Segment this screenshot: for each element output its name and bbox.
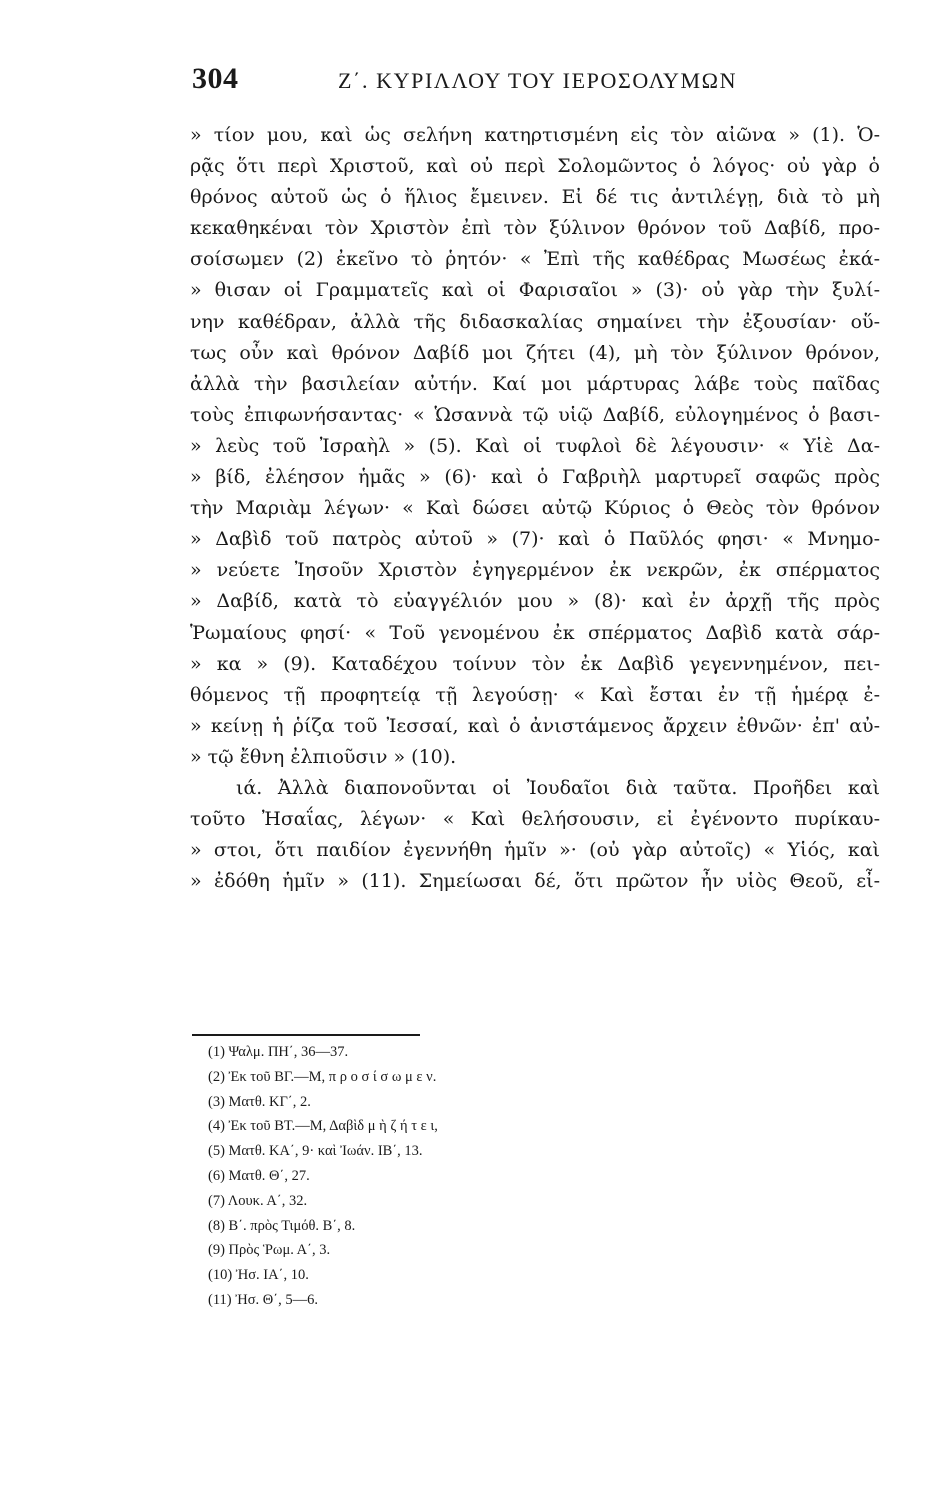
footnote-divider [192, 1034, 420, 1036]
body-line: τοῦτο Ἠσαΐας, λέγων· « Καὶ θελήσουσιν, εἰ ἐγένοντο πυρίκαυ- [190, 808, 880, 831]
body-line: ρᾷς ὅτι περὶ Χριστοῦ, καὶ οὐ περὶ Σολομῶντος ὁ λόγος· οὐ γὰρ ὁ [190, 155, 880, 178]
body-line: » κείνῃ ἡ ῥίζα τοῦ Ἰεσσαί, καὶ ὁ ἀνιστάμενος ἄρχειν ἐθνῶν· ἐπ' αὐ- [190, 714, 880, 737]
footnote: (5) Ματθ. ΚΑ΄, 9· καὶ Ἰωάν. ΙΒ΄, 13. [208, 1143, 423, 1160]
footnote: (10) Ἠσ. ΙΑ΄, 10. [208, 1267, 309, 1284]
body-line: Ῥωμαίους φησί· « Τοῦ γενομένου ἐκ σπέρματος Δαβὶδ κατὰ σάρ- [190, 621, 880, 644]
body-line: τως οὖν καὶ θρόνον Δαβίδ μοι ζήτει (4), μὴ τὸν ξύλινον θρόνον, [190, 341, 880, 364]
body-line: » λεὺς τοῦ Ἰσραὴλ » (5). Καὶ οἱ τυφλοὶ δὲ λέγουσιν· « Υἱὲ Δα- [190, 434, 880, 457]
footnotes [208, 1040, 608, 1313]
footnote: (4) Ἐκ τοῦ ΒΤ.—Μ, Δαβὶδ μ ὴ ζ ή τ ε ι, [208, 1118, 438, 1135]
body-line: τὴν Μαριὰμ λέγων· « Καὶ δώσει αὐτῷ Κύριος ὁ Θεὸς τὸν θρόνον [190, 497, 880, 520]
footnote: (8) Β΄. πρὸς Τιμόθ. Β΄, 8. [208, 1217, 356, 1234]
body-line: νην καθέδραν, ἀλλὰ τῆς διδασκαλίας σημαίνει τὴν ἐξουσίαν· οὕ- [190, 310, 880, 333]
page-header [192, 62, 872, 110]
footnote: (1) Ψαλμ. ΠΗ΄, 36—37. [208, 1044, 349, 1060]
body-line: » ἐδόθη ἡμῖν » (11). Σημείωσαι δέ, ὅτι πρῶτον ἦν υἱὸς Θεοῦ, εἶ- [190, 870, 880, 893]
body-line: » κα » (9). Καταδέχου τοίνυν τὸν ἐκ Δαβὶδ γεγεννημένον, πει- [190, 652, 880, 675]
body-line: τοὺς ἐπιφωνήσαντας· « Ὡσαννὰ τῷ υἱῷ Δαβίδ, εὐλογημένος ὁ βασι- [190, 403, 880, 426]
body-line: » θισαν οἱ Γραμματεῖς καὶ οἱ Φαρισαῖοι » (3)· οὐ γὰρ τὴν ξυλί- [190, 279, 880, 302]
footnote: (3) Ματθ. ΚΓ΄, 2. [208, 1093, 311, 1110]
body-line: » τίον μου, καὶ ὡς σελήνη κατηρτισμένη εἰς τὸν αἰῶνα » (1). Ὁ- [190, 124, 880, 146]
footnote: (6) Ματθ. Θ΄, 27. [208, 1167, 310, 1184]
body-line: » τῷ ἔθνη ἐλπιοῦσιν » (10). [190, 745, 457, 768]
body-line: σοίσωμεν (2) ἐκεῖνο τὸ ῥητόν· « Ἐπὶ τῆς καθέδρας Μωσέως ἐκά- [190, 248, 880, 271]
footnote: (2) Ἐκ τοῦ ΒΓ.—Μ, π ρ ο σ ί σ ω μ ε ν. [208, 1068, 437, 1085]
body-line: » στοι, ὅτι παιδίον ἐγεννήθη ἡμῖν »· (οὐ γὰρ αὐτοῖς) « Υἱός, καὶ [190, 839, 880, 862]
body-line: κεκαθηκέναι τὸν Χριστὸν ἐπὶ τὸν ξύλινον θρόνον τοῦ Δαβίδ, προ- [190, 217, 880, 240]
body-line: θόμενος τῇ προφητείᾳ τῇ λεγούσῃ· « Καὶ ἔσται ἐν τῇ ἡμέρᾳ ἐ- [190, 683, 880, 706]
footnote: (9) Πρὸς Ῥωμ. Α΄, 3. [208, 1242, 331, 1259]
body-line: » βίδ, ἐλέησον ἡμᾶς » (6)· καὶ ὁ Γαβριὴλ μαρτυρεῖ σαφῶς πρὸς [190, 466, 880, 489]
body-text [190, 120, 880, 897]
body-line: » Δαβίδ, κατὰ τὸ εὐαγγέλιόν μου » (8)· καὶ ἐν ἀρχῇ τῆς πρὸς [190, 590, 880, 613]
body-line: ἀλλὰ τὴν βασιλείαν αὐτήν. Καί μοι μάρτυρας λάβε τοὺς παῖδας [190, 372, 880, 395]
page-number: 304 [192, 62, 239, 95]
footnote: (7) Λουκ. Α΄, 32. [208, 1192, 308, 1209]
body-line: ιά. Ἀλλὰ διαπονοῦνται οἱ Ἰουδαῖοι διὰ ταῦτα. Προῆδει καὶ [236, 776, 880, 799]
body-line: » νεύετε Ἰησοῦν Χριστὸν ἐγηγερμένον ἐκ νεκρῶν, ἐκ σπέρματος [190, 559, 880, 582]
footnote: (11) Ἠσ. Θ΄, 5—6. [208, 1291, 318, 1308]
body-line: » Δαβὶδ τοῦ πατρὸς αὐτοῦ » (7)· καὶ ὁ Παῦλός φησι· « Μνημο- [190, 528, 880, 551]
running-title: Ζ΄. ΚΥΡΙΛΛΟΥ ΤΟΥ ΙΕΡΟΣΟΛΥΜΩΝ [338, 68, 738, 93]
body-line: θρόνος αὐτοῦ ὡς ὁ ἥλιος ἔμεινεν. Εἰ δέ τις ἀντιλέγῃ, διὰ τὸ μὴ [190, 186, 880, 209]
